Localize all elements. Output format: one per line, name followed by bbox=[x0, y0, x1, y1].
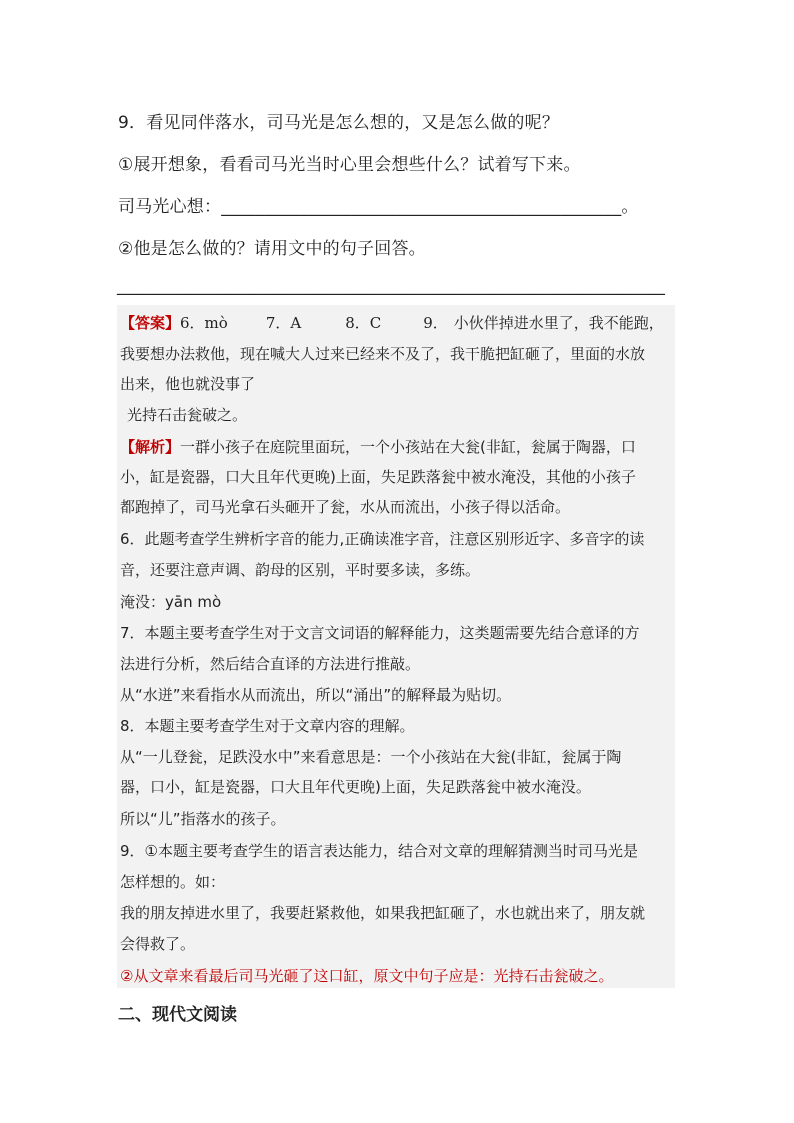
answer-7: 7．A bbox=[265, 314, 302, 332]
analysis-q9-line-3: 我的朋友掉进水里了，我要赶紧救他，如果我把缸砸了，水也就出来了，朋友就 bbox=[120, 904, 646, 922]
question-9-part-1: ①展开想象，看看司马光当时心里会想些什么？试着写下来。 bbox=[118, 155, 581, 175]
analysis-q7-line-2: 法进行分析，然后结合直译的方法进行推敲。 bbox=[120, 655, 421, 673]
analysis-q6-line-2: 音，还要注意声调、韵母的区别，平时要多读，多练。 bbox=[120, 561, 481, 579]
analysis-q9-line-5: ②从文章来看最后司马光砸了这口缸，原文中句子应是：光持石击瓮破之。 bbox=[120, 967, 614, 985]
question-9-think-line bbox=[118, 192, 639, 217]
answer-9-text: 小伙伴掉进水里了，我不能跑， bbox=[453, 314, 664, 332]
analysis-q8-line-1: 8．本题主要考查学生对于文章内容的理解。 bbox=[120, 717, 415, 735]
analysis-text-1: 一群小孩子在庭院里面玩，一个小孩站在大瓮(非缸，瓮属于陶器，口 bbox=[180, 438, 636, 456]
analysis-line-1 bbox=[120, 436, 636, 457]
analysis-q8-line-4: 所以“儿”指落水的孩子。 bbox=[120, 810, 286, 828]
answer-tag: 【答案】 bbox=[120, 314, 181, 332]
question-9-title: 9．看见同伴落水，司马光是怎么想的，又是怎么做的呢？ bbox=[118, 113, 560, 133]
question-9-part-2: ②他是怎么做的？请用文中的句子回答。 bbox=[118, 239, 426, 259]
analysis-q9-line-2: 怎样想的。如： bbox=[120, 873, 226, 891]
answer-line-3: 出来，他也就没事了 bbox=[120, 375, 256, 393]
think-suffix: 。 bbox=[621, 197, 639, 217]
analysis-line-2: 小，缸是瓷器，口大且年代更晚)上面，失足跌落瓮中被水淹没，其他的小孩子 bbox=[120, 468, 636, 486]
analysis-tag: 【解析】 bbox=[120, 438, 181, 456]
section-heading: 二、现代文阅读 bbox=[118, 1005, 237, 1025]
think-prefix: 司马光心想： bbox=[118, 197, 222, 217]
answer-8: 8．C bbox=[345, 314, 382, 332]
answer-line-2: 我要想办法救他，现在喊大人过来已经来不及了，我干脆把缸砸了，里面的水放 bbox=[120, 345, 646, 363]
analysis-q6-line-3: 淹没：yān mò bbox=[120, 593, 222, 611]
analysis-q7-line-3: 从“水迸”来看指水从而流出，所以“涌出”的解释最为贴切。 bbox=[120, 686, 512, 704]
answer-9-lead: 9． bbox=[423, 314, 448, 332]
analysis-q9-line-1: 9．①本题主要考查学生的语言表达能力，结合对文章的理解猜测当时司马光是 bbox=[120, 842, 638, 860]
analysis-q7-line-1: 7．本题主要考查学生对于文言文词语的解释能力，这类题需要先结合意译的方 bbox=[120, 624, 640, 642]
think-answer-blank: ______________________________________________ bbox=[221, 197, 622, 217]
analysis-q9-line-4: 会得救了。 bbox=[120, 935, 196, 953]
analysis-q8-line-2: 从“一儿登瓮，足跌没水中”来看意思是：一个小孩站在大瓮(非缸，瓮属于陶 bbox=[120, 748, 622, 766]
analysis-q6-line-1: 6．此题考查学生辨析字音的能力,正确读准字音，注意区别形近字、多音字的读 bbox=[120, 530, 645, 548]
analysis-q8-line-3: 器，口小，缸是瓷器，口大且年代更晚)上面，失足跌落瓮中被水淹没。 bbox=[120, 778, 591, 796]
answer-6: 6．mò bbox=[180, 314, 228, 332]
answer-blank-line: _______________________________________________________________ bbox=[117, 276, 666, 296]
answer-line-1 bbox=[120, 312, 664, 333]
answer-line-4: 光持石击瓮破之。 bbox=[127, 406, 248, 424]
analysis-line-3: 都跑掉了，司马光拿石头砸开了瓮，水从而流出，小孩子得以活命。 bbox=[120, 498, 571, 516]
